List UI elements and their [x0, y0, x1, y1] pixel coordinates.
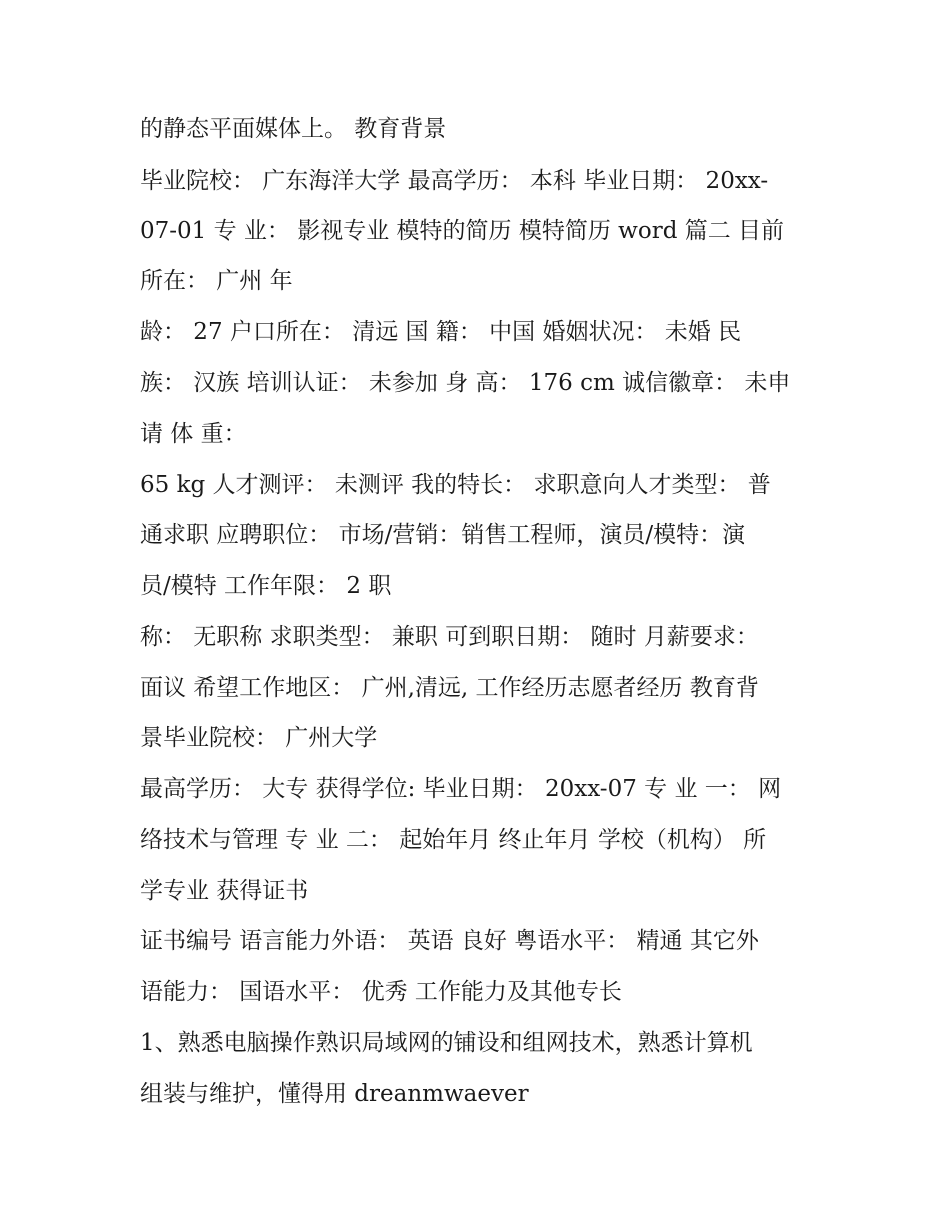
text-line: 龄： 27 户口所在： 清远 国 籍： 中国 婚姻状况： 未婚 民 — [140, 319, 742, 345]
text-line: 络技术与管理 专 业 二： 起始年月 终止年月 学校（机构） 所 — [140, 827, 767, 853]
text-line: 组装与维护，懂得用 dreanmwaever — [140, 1081, 529, 1107]
text-line: 的静态平面媒体上。 教育背景 — [140, 116, 447, 142]
text-line: 通求职 应聘职位： 市场/营销：销售工程师，演员/模特：演 — [140, 522, 746, 548]
text-line: 族： 汉族 培训认证： 未参加 身 高： 176 cm 诚信徽章： 未申 — [140, 370, 791, 396]
text-line: 称： 无职称 求职类型： 兼职 可到职日期： 随时 月薪要求： — [140, 624, 759, 650]
text-line: 请 体 重： — [140, 421, 247, 447]
text-line: 员/模特 工作年限： 2 职 — [140, 573, 392, 599]
text-line: 07-01 专 业： 影视专业 模特的简历 模特简历 word 篇二 目前 — [140, 218, 785, 244]
text-line: 景毕业院校： 广州大学 — [140, 725, 378, 751]
text-line: 所在： 广州 年 — [140, 268, 293, 294]
text-line: 最高学历： 大专 获得学位: 毕业日期： 20xx-07 专 业 一： 网 — [140, 776, 782, 802]
text-line: 1、熟悉电脑操作熟识局域网的铺设和组网技术，熟悉计算机 — [140, 1030, 753, 1056]
text-line: 语能力： 国语水平： 优秀 工作能力及其他专长 — [140, 979, 622, 1005]
text-line: 面议 希望工作地区： 广州,清远, 工作经历志愿者经历 教育背 — [140, 675, 759, 701]
text-line: 65 kg 人才测评： 未测评 我的特长： 求职意向人才类型： 普 — [140, 472, 771, 498]
text-line: 毕业院校： 广东海洋大学 最高学历： 本科 毕业日期： 20xx- — [140, 168, 769, 194]
text-line: 证书编号 语言能力外语： 英语 良好 粤语水平： 精通 其它外 — [140, 928, 759, 954]
text-line: 学专业 获得证书 — [140, 878, 309, 904]
